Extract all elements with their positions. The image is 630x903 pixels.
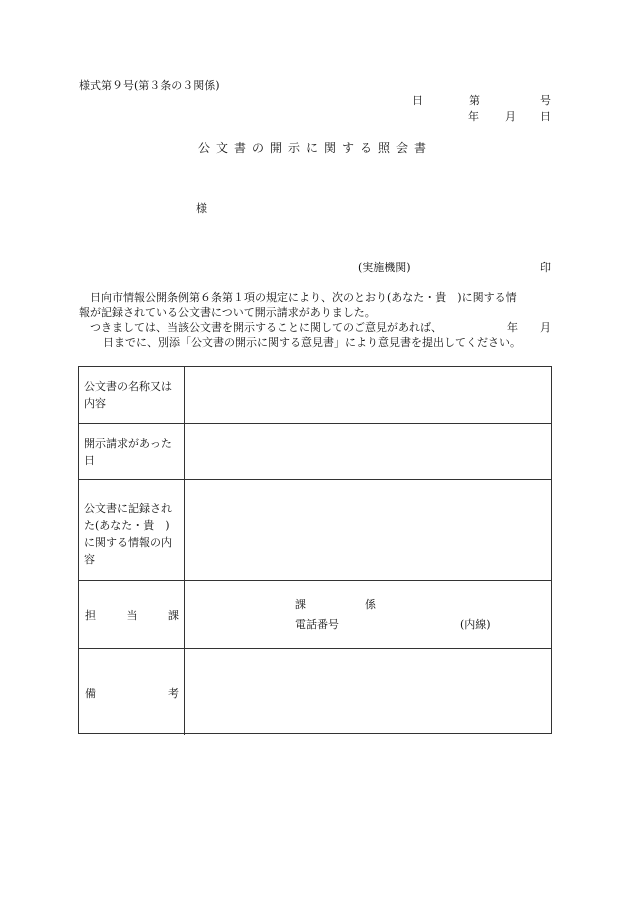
value-department	[185, 581, 551, 649]
number-dai-char: 第	[469, 94, 480, 107]
form-number: 様式第９号(第３条の３関係)	[79, 79, 220, 92]
seal-mark: 印	[540, 261, 551, 274]
body-line-1: 日向市情報公開条例第６条第１項の規定により、次のとおり(あなた・貴 )に関する情	[79, 291, 517, 304]
ka-char: 課	[295, 598, 306, 611]
date-day-char: 日	[540, 110, 551, 123]
body-line-2: 報が記録されている公文書について開示請求がありました。	[79, 306, 376, 319]
label-request-date: 開示請求があった日	[79, 424, 185, 480]
table-row-info-content	[79, 479, 551, 581]
label-char: 担	[85, 609, 96, 622]
number-day-char: 日	[412, 94, 423, 107]
body-line-3	[79, 321, 551, 336]
label-char: 備	[85, 687, 96, 700]
value-request-date	[185, 424, 551, 480]
table-row-document-name	[79, 367, 551, 423]
number-go-char: 号	[540, 94, 551, 107]
label-info-content: 公文書に記録された(あなた・貴 )に関する情報の内容	[79, 480, 185, 581]
value-info-content	[185, 480, 551, 581]
date-year-char: 年	[468, 110, 479, 123]
body-text	[79, 291, 551, 351]
label-char: 考	[168, 687, 179, 700]
label-department	[79, 581, 185, 649]
extension-label: (内線)	[460, 618, 491, 631]
value-remarks	[185, 649, 551, 735]
info-table	[78, 366, 552, 734]
label-department-spread	[85, 607, 179, 624]
table-row-department	[79, 580, 551, 649]
body-line-3-text: つきましては、当該公文書を開示することに関してのご意見があれば、	[79, 321, 442, 334]
addressee-suffix: 様	[196, 202, 207, 215]
label-document-name: 公文書の名称又は内容	[79, 367, 185, 423]
reply-month-char: 月	[540, 321, 551, 334]
phone-label: 電話番号	[295, 618, 339, 631]
issuer-label: (実施機関)	[358, 261, 411, 274]
issue-date-line	[468, 110, 552, 124]
table-row-request-date	[79, 423, 551, 480]
reply-year-char: 年	[507, 321, 518, 334]
value-document-name	[185, 367, 551, 423]
label-remarks-spread	[85, 685, 179, 702]
label-char: 当	[126, 609, 138, 622]
body-line-4: 日までに、別添「公文書の開示に関する意見書」により意見書を提出してください。	[103, 336, 521, 349]
label-char: 課	[168, 609, 179, 622]
kakari-char: 係	[365, 598, 376, 611]
label-remarks	[79, 649, 185, 735]
table-row-remarks	[79, 648, 551, 735]
date-month-char: 月	[505, 110, 516, 123]
document-title: 公文書の開示に関する照会書	[197, 141, 432, 155]
